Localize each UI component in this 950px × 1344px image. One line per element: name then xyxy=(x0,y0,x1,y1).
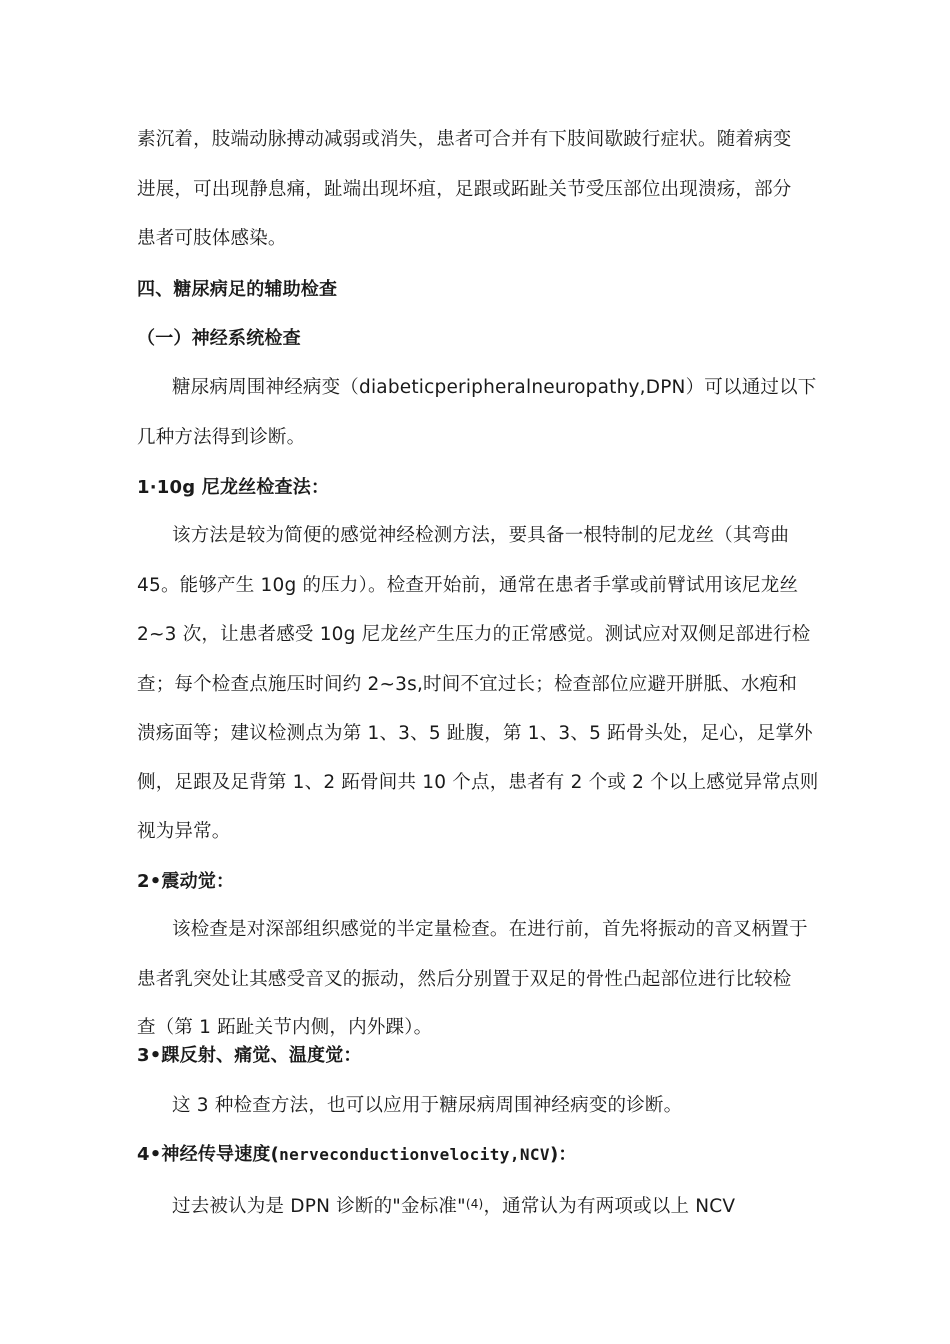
paragraph-line: 这 3 种检查方法，也可以应用于糖尿病周围神经病变的诊断。 xyxy=(172,1095,683,1116)
subsection-heading: （一）神经系统检查 xyxy=(137,328,301,349)
paragraph-line: 查（第 1 跖趾关节内侧，内外踝）。 xyxy=(137,1017,433,1038)
paragraph-line: 进展，可出现静息痛，趾端出现坏疽，足跟或跖趾关节受压部位出现溃疡，部分 xyxy=(137,179,792,200)
item-heading xyxy=(137,1143,577,1167)
paragraph-line: 素沉着，肢端动脉搏动减弱或消失，患者可合并有下肢间歇跛行症状。随着病变 xyxy=(137,129,792,150)
paragraph-line: 患者乳突处让其感受音叉的振动，然后分别置于双足的骨性凸起部位进行比较检 xyxy=(137,969,792,990)
paragraph-line xyxy=(172,1192,735,1219)
item-heading: 1·10g 尼龙丝检查法： xyxy=(137,477,330,498)
paragraph-line: 糖尿病周围神经病变（diabeticperipheralneuropathy,DPN）可以通过以下 xyxy=(172,377,817,398)
paragraph-line: 几种方法得到诊断。 xyxy=(137,427,306,448)
paragraph-text: ，通常认为有两项或以上 NCV xyxy=(483,1196,736,1217)
paragraph-line: 患者可肢体感染。 xyxy=(137,228,287,249)
paragraph-text: 过去被认为是 DPN 诊断的"金标准" xyxy=(172,1196,466,1217)
item-heading-suffix: )： xyxy=(549,1144,577,1165)
item-heading: 3•踝反射、痛觉、温度觉： xyxy=(137,1045,362,1066)
paragraph-line: 查；每个检查点施压时间约 2~3s,时间不宜过长；检查部位应避开胼胝、水疱和 xyxy=(137,674,798,695)
paragraph-line: 侧，足跟及足背第 1、2 跖骨间共 10 个点，患者有 2 个或 2 个以上感觉异常点则 xyxy=(137,772,819,793)
item-heading-prefix: 4•神经传导速度( xyxy=(137,1144,280,1165)
paragraph-line: 该检查是对深部组织感觉的半定量检查。在进行前，首先将振动的音叉柄置于 xyxy=(172,919,808,940)
paragraph-line: 该方法是较为简便的感觉神经检测方法，要具备一根特制的尼龙丝（其弯曲 xyxy=(172,525,790,546)
section-heading: 四、糖尿病足的辅助检查 xyxy=(137,279,338,300)
paragraph-line: 溃疡面等；建议检测点为第 1、3、5 趾腹，第 1、3、5 跖骨头处，足心，足掌外 xyxy=(137,723,813,744)
paragraph-line: 45。能够产生 10g 的压力）。检查开始前，通常在患者手掌或前臂试用该尼龙丝 xyxy=(137,575,799,596)
paragraph-line: 视为异常。 xyxy=(137,821,231,842)
item-heading-term: nerveconductionvelocity,NCV xyxy=(279,1145,550,1164)
citation-reference: (4) xyxy=(465,1197,484,1211)
item-heading: 2•震动觉： xyxy=(137,871,235,892)
paragraph-line: 2~3 次，让患者感受 10g 尼龙丝产生压力的正常感觉。测试应对双侧足部进行检 xyxy=(137,624,811,645)
